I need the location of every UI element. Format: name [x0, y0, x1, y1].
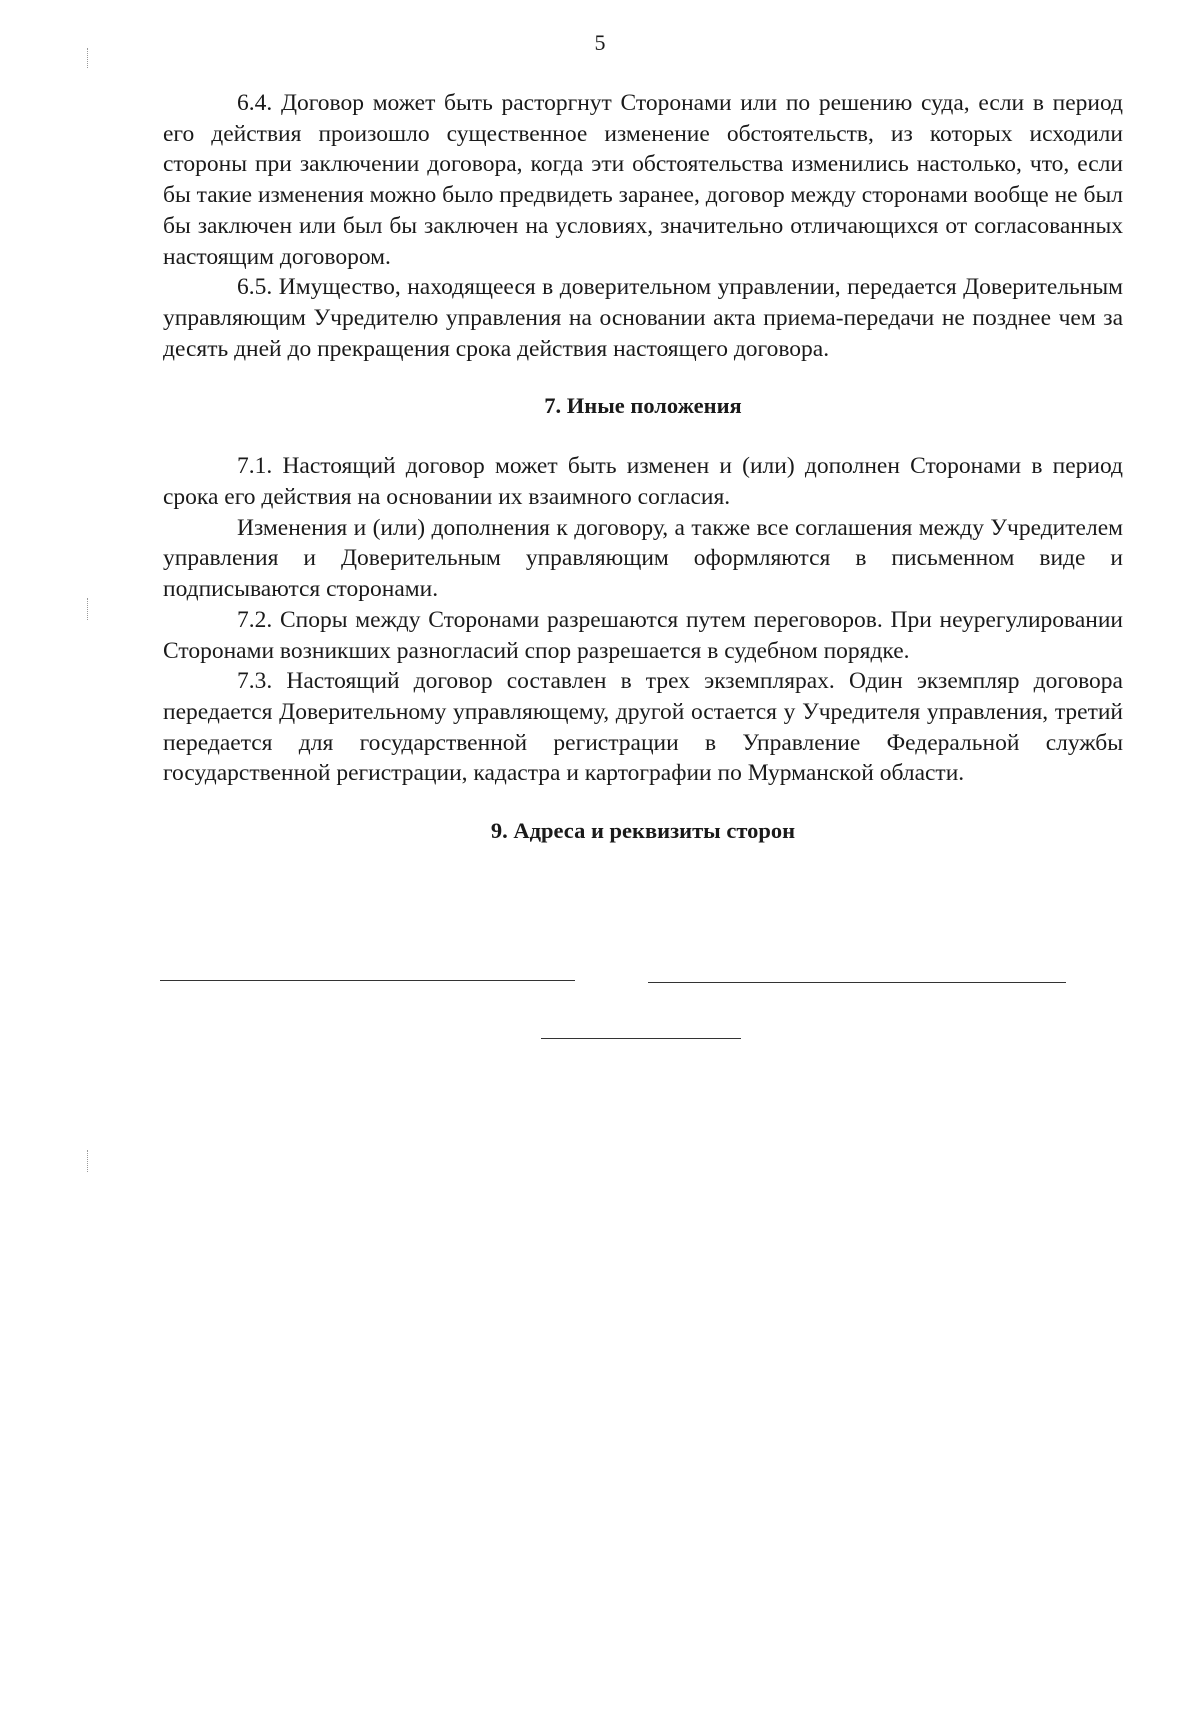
signature-line-left [160, 980, 575, 981]
paragraph-6-4: 6.4. Договор может быть расторгнут Сторонами или по решению суда, если в период его действия произошло существенное изменение обстоятельств, из которых исходили стороны при заключении договора, когда эти обстоятельства изменились настолько, что, если бы такие изменения можно было предвидеть заранее, договор между сторонами вообще не был бы заключен или был бы заключен на условиях, значительно отличающихся от согласованных настоящим договором. [163, 90, 1123, 270]
document-body [163, 88, 1123, 846]
paragraph-7-1: 7.1. Настоящий договор может быть изменен и (или) дополнен Сторонами в период срока его действия на основании их взаимного согласия. [163, 453, 1123, 511]
paragraph-7-1-amendments: Изменения и (или) дополнения к договору, а также все соглашения между Учредителем управления и Доверительным управляющим оформляются в письменном виде и подписываются сторонами. [163, 514, 1123, 603]
scan-margin-mark [87, 598, 89, 620]
section-7-heading: 7. Иные положения [544, 393, 742, 419]
scan-margin-mark [87, 1150, 89, 1172]
signature-line-right [648, 982, 1066, 983]
scan-margin-mark [87, 48, 89, 68]
page-number: 5 [594, 30, 606, 55]
paragraph-7-2: 7.2. Споры между Сторонами разрешаются путем переговоров. При неурегулировании Сторонами возникших разногласий спор разрешается в судебном порядке. [163, 606, 1123, 664]
closing-line [541, 1038, 741, 1039]
paragraph-6-5: 6.5. Имущество, находящееся в доверительном управлении, передается Доверительным управляющим Учредителю управления на основании акта приема-передачи не позднее чем за десять дней до прекращения срока действия настоящего договора. [163, 274, 1123, 362]
paragraph-7-3: 7.3. Настоящий договор составлен в трех экземплярах. Один экземпляр договора передается Доверительному управляющему, другой остается у Учредителя управления, третий передается для государственной регистрации в Управление Федеральной службы государственной регистрации, кадастра и картографии по Мурманской области. [163, 668, 1123, 787]
section-9-heading: 9. Адреса и реквизиты сторон [490, 818, 796, 844]
